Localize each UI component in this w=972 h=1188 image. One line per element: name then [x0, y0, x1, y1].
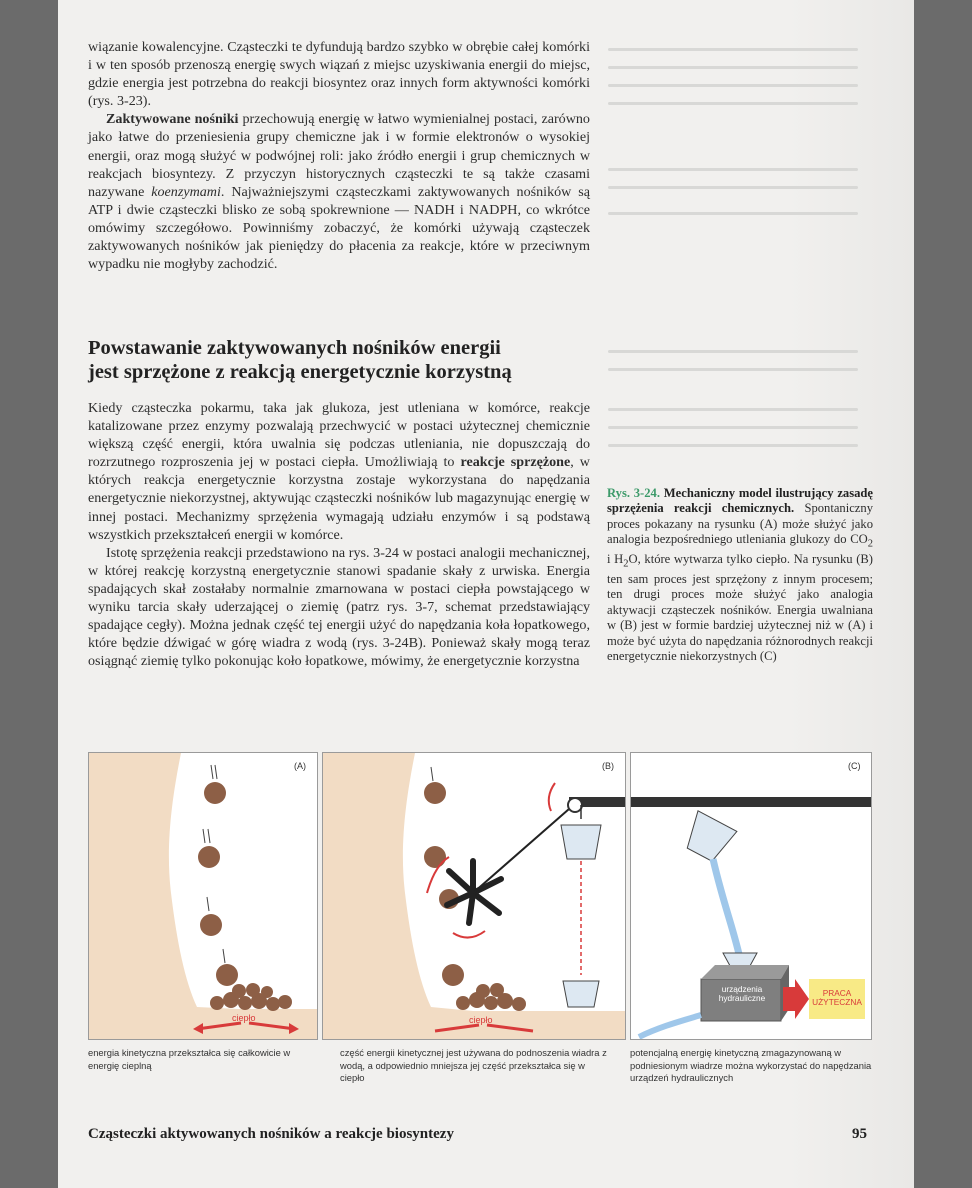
panel-b-drawing [323, 753, 626, 1040]
section-heading: Powstawanie zaktywowanych nośników energii jest sprzężone z reakcją energetycznie korzystną [88, 337, 512, 383]
water-outflow [639, 1015, 701, 1037]
rope [473, 809, 569, 893]
figure-panel-a [88, 752, 318, 1040]
figure-panel-c [630, 752, 872, 1040]
panel-a-label: (A) [294, 761, 306, 771]
panel-b-label: (B) [602, 761, 614, 771]
water-stream [713, 859, 741, 963]
figure-title: Mechaniczny model ilustrujący zasadę sprzężenia reakcji chemicznych. [607, 486, 873, 516]
beam [631, 797, 872, 807]
figure-panel-b [322, 752, 626, 1040]
paragraph-2: Zaktywowane nośniki przechowują energię w łatwo wymienialnej postaci, zarówno jako łatwe do przeniesienia grupy chemiczne jak i w formie elektronów o wysokiej energii, oraz mogą służyć w podwójnej roli: jako źródło energii i grup chemicznych w reakcjach biosyntezy. Z przyczyn historycznych cząsteczki te są także czasami nazywane koenzymami. Najważniejszymi cząsteczkami zaktywowanych nośników są ATP i dwie cząsteczki blisko ze sobą spokrewnione — NADH i NADPH, co wkrótce omówimy szczegółowo. Powinniśmy zobaczyć, że komórki używają cząsteczek zaktywowanych nośników jak pieniędzy do płacenia za reakcje, które w przeciwnym wypadku nie mogłyby zachodzić. [88, 111, 590, 273]
term-coupled-reactions: reakcje sprzężone [460, 454, 571, 471]
running-footer: Cząsteczki aktywowanych nośników a reakcje biosyntezy [88, 1126, 454, 1142]
hydraulic-device-label: urządzenia hydrauliczne [718, 984, 766, 1003]
term-activated-carriers: Zaktywowane nośniki [106, 111, 239, 128]
rock-1 [204, 782, 226, 804]
panel-a-drawing [89, 753, 318, 1040]
rock-1 [424, 782, 446, 804]
figure-number: Rys. 3-24. [607, 486, 660, 500]
body-text-top [88, 38, 590, 273]
heat-label-a: ciepło [232, 1013, 256, 1023]
term-coenzymes: koenzymami [151, 183, 221, 200]
tipping-bucket [680, 811, 737, 865]
paragraph-1: wiązanie kowalencyjne. Cząsteczki te dyfundują bardzo szybko w obrębie całej komórki i w ten sposób przenoszą energię swych wiązań z miejsc uzyskiwania energii do miejsc, gdzie energia jest potrzebna do reakcji biosyntez oraz innych form aktywności komórki (rys. 3-23). [88, 39, 590, 110]
rock-2 [424, 846, 446, 868]
rock-3 [200, 914, 222, 936]
panel-c-caption: potencjalną energię kinetyczną zmagazynowaną w podniesionym wiadrze można wykorzystać do napędzania urządzeń hydraulicznych [630, 1047, 872, 1084]
rock-pile [456, 983, 526, 1011]
bucket-raised [561, 825, 601, 859]
figure-caption: Rys. 3-24. Mechaniczny model ilustrujący zasadę sprzężenia reakcji chemicznych. Spontaniczny proces pokazany na rysunku (A) może służyć jako analogia bezpośredniego utleniania glukozy do $CO_2$ i $H_2O$, które wytwarza tylko ciepło. Na rysunku (B) ten sam proces jest sprzężony z innym procesem; ten drugi proces może służyć jako analogia aktywacji cząsteczek nośników. Energia uwalniana w (B) jest w formie bardziej użytecznej niż w (A) i może być użyta do napędzania różnorodnych reakcji energetycznie niekorzystnych (C) [607, 486, 873, 664]
pulley [568, 798, 582, 812]
bucket-lowered [563, 981, 599, 1007]
paragraph-3: Kiedy cząsteczka pokarmu, taka jak glukoza, jest utleniana w komórce, reakcje katalizowane przez enzymy pozwalają przechwycić w postaci użytecznej chemicznie większą część energii, która uwalnia się podczas utleniania, nie dopuszczają do rozrzutnego rozproszenia jej w postaci ciepła. Umożliwiają to reakcje sprzężone, w których reakcja energetycznie korzystna zostaje wykorzystana do napędzania energetycznie niekorzystnej, aktywując cząsteczki nośników lub magazynując energię w innej postaci. Mechanizmy sprzężenia wymagają udziału enzymów i są podstawą wszystkich przekształceń energii w komórce. [88, 400, 590, 543]
rock-4 [442, 964, 464, 986]
panel-b-caption: część energii kinetycznej jest używana do podnoszenia wiadra z wodą, a odpowiednio mniejsza jej część przekształca się w ciepło [340, 1047, 607, 1084]
paragraph-4: Istotę sprzężenia reakcji przedstawiono na rys. 3-24 w postaci analogii mechanicznej, w której reakcję korzystną energetycznie stanowi spadanie skały z urwiska. Energia spadających skał zostałaby normalnie zmarnowana w postaci ciepła powstającego w wyniku tarcia skały uderzającej o ziemię (patrz rys. 3-7, schemat przedstawiający spadające cegły). Można jednak część tej energii użyć do napędzania koła łopatkowego, które będzie dźwigać w górę wiadra z wodą (rys. 3-24B). Ponieważ skały mogą teraz osiągnąć ziemię tylko pokonując koło łopatkowe, mówimy, że energetycznie korzystna [88, 544, 590, 670]
fall-mark [211, 765, 213, 779]
page-number: 95 [852, 1126, 867, 1142]
useful-work-label: PRACA UŻYTECZNA [812, 988, 862, 1007]
body-text-bottom [88, 399, 590, 670]
panel-a-caption: energia kinetyczna przekształca się całkowicie w energię cieplną [88, 1047, 291, 1071]
rock-2 [198, 846, 220, 868]
rock-4 [216, 964, 238, 986]
rock-pile [210, 983, 292, 1011]
heat-label-b: ciepło [469, 1015, 493, 1025]
panel-c-label: (C) [848, 761, 861, 771]
